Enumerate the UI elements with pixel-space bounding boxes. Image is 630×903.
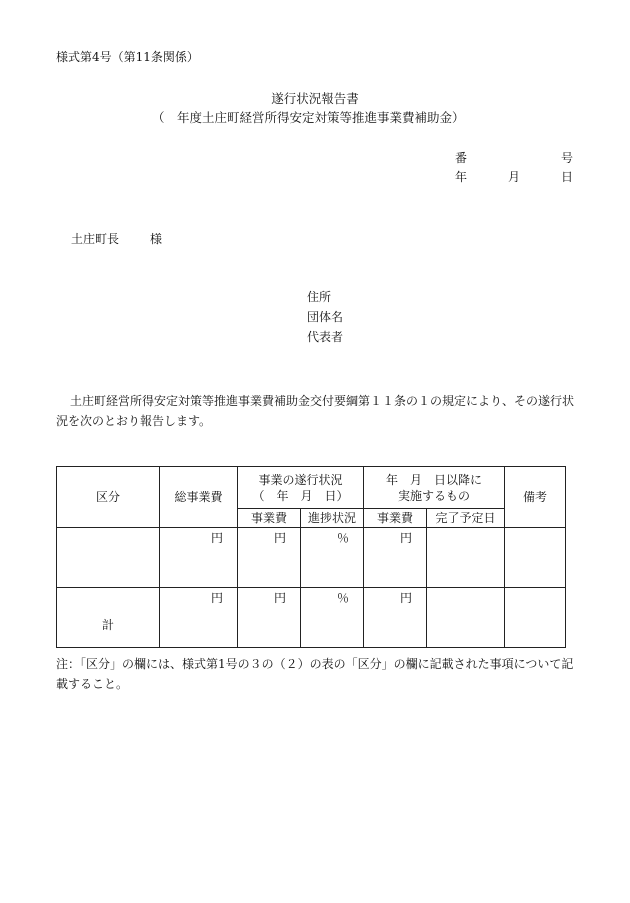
table-row: [57, 528, 566, 588]
row1-cost-unit: 円: [238, 528, 301, 588]
date-day-label: 日: [561, 170, 574, 184]
row1-remarks-cell[interactable]: [505, 528, 566, 588]
number-go-label: 号: [561, 151, 574, 165]
row1-progress-unit: ％: [301, 528, 364, 588]
subheader-cost: 事業費: [238, 509, 301, 528]
header-progress-line2: （ 年 月 日）: [252, 488, 349, 503]
addressee-name: 土庄町長: [71, 232, 120, 246]
header-category: 区分: [57, 467, 160, 528]
total-progress-unit: ％: [301, 588, 364, 648]
addressee-honorific: 様: [150, 232, 163, 246]
subheader-progress: 進捗状況: [301, 509, 364, 528]
row1-future-cost-unit: 円: [364, 528, 427, 588]
row1-completion-cell[interactable]: [427, 528, 505, 588]
progress-report-table: [56, 466, 566, 648]
header-progress-group: [238, 467, 364, 509]
header-total-cost: 総事業費: [160, 467, 238, 528]
footnote: 注：「区分」の欄には、様式第1号の３の（２）の表の「区分」の欄に記載された事項について記載すること。: [56, 657, 574, 691]
date-year-label: 年: [455, 170, 468, 184]
document-subtitle: （ 年度土庄町経営所得安定対策等推進事業費補助金）: [152, 110, 465, 125]
total-total-cost-unit: 円: [160, 588, 238, 648]
header-progress-line1: 事業の遂行状況: [258, 472, 343, 487]
total-completion-cell[interactable]: [427, 588, 505, 648]
date-month-label: 月: [508, 170, 521, 184]
subheader-completion-date: 完了予定日: [427, 509, 505, 528]
applicant-group-label: 団体名: [307, 310, 344, 324]
header-future-line1: 年 月 日以降に: [386, 472, 483, 487]
number-ban-label: 番: [455, 151, 468, 165]
applicant-representative-label: 代表者: [307, 330, 344, 344]
document-title: 遂行状況報告書: [271, 91, 359, 106]
row1-total-cost-unit: 円: [160, 528, 238, 588]
header-future-group: [364, 467, 505, 509]
header-future-line2: 実施するもの: [398, 488, 471, 503]
total-cost-unit: 円: [238, 588, 301, 648]
total-label: 計: [57, 588, 160, 648]
header-remarks: 備考: [505, 467, 566, 528]
total-remarks-cell[interactable]: [505, 588, 566, 648]
body-text: 土庄町経営所得安定対策等推進事業費補助金交付要綱第１１条の１の規定により、その遂行状況を次のとおり報告します。: [56, 394, 575, 428]
table-row-total: [57, 588, 566, 648]
row1-category-cell[interactable]: [57, 528, 160, 588]
subheader-cost-future: 事業費: [364, 509, 427, 528]
applicant-address-label: 住所: [307, 290, 332, 304]
total-future-cost-unit: 円: [364, 588, 427, 648]
form-number: 様式第4号（第11条関係）: [56, 50, 199, 64]
